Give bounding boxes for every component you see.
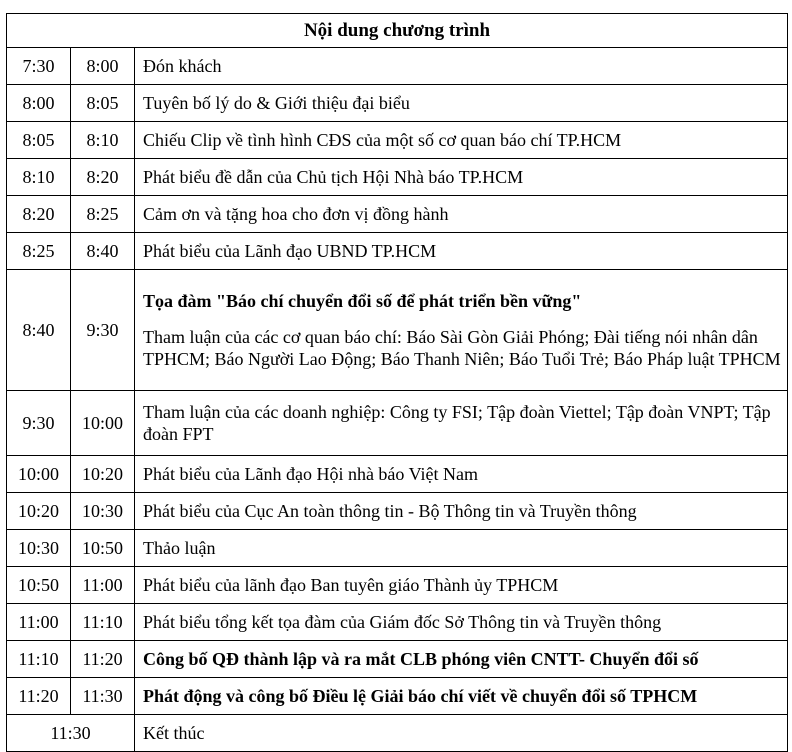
- end-time: 11:30: [71, 678, 135, 715]
- start-time: 7:30: [7, 48, 71, 85]
- program-item: Cảm ơn và tặng hoa cho đơn vị đồng hành: [135, 196, 788, 233]
- program-item: Thảo luận: [135, 530, 788, 567]
- end-time-single: 11:30: [7, 715, 135, 752]
- table-row: [7, 493, 788, 530]
- table-row: [7, 159, 788, 196]
- end-time: 10:00: [71, 391, 135, 456]
- program-item: Công bố QĐ thành lập và ra mắt CLB phóng viên CNTT- Chuyển đổi số: [135, 641, 788, 678]
- program-item: Phát biểu của Lãnh đạo UBND TP.HCM: [135, 233, 788, 270]
- program-item: Phát biểu tổng kết tọa đàm của Giám đốc Sở Thông tin và Truyền thông: [135, 604, 788, 641]
- table-row: [7, 456, 788, 493]
- end-time: 11:00: [71, 567, 135, 604]
- end-time: 8:40: [71, 233, 135, 270]
- start-time: 8:20: [7, 196, 71, 233]
- start-time: 8:00: [7, 85, 71, 122]
- start-time: 10:50: [7, 567, 71, 604]
- program-item: Đón khách: [135, 48, 788, 85]
- end-time: 10:50: [71, 530, 135, 567]
- end-time: 8:05: [71, 85, 135, 122]
- start-time: 10:00: [7, 456, 71, 493]
- start-time: 8:40: [7, 270, 71, 391]
- table-row: [7, 715, 788, 752]
- table-row: [7, 233, 788, 270]
- program-item: Kết thúc: [135, 715, 788, 752]
- end-time: 11:10: [71, 604, 135, 641]
- start-time: 9:30: [7, 391, 71, 456]
- end-time: 8:20: [71, 159, 135, 196]
- table-row: [7, 196, 788, 233]
- table-row: [7, 604, 788, 641]
- start-time: 8:25: [7, 233, 71, 270]
- start-time: 11:20: [7, 678, 71, 715]
- panel-description: Tham luận của các cơ quan báo chí: Báo Sài Gòn Giải Phóng; Đài tiếng nói nhân dân TPHCM; Báo Người Lao Động; Báo Thanh Niên; Báo Tuổi Trẻ; Báo Pháp luật TPHCM: [143, 327, 781, 369]
- table-row: [7, 567, 788, 604]
- start-time: 8:05: [7, 122, 71, 159]
- program-item: Phát biểu đề dẫn của Chủ tịch Hội Nhà báo TP.HCM: [135, 159, 788, 196]
- table-row: [7, 122, 788, 159]
- program-item: Tham luận của các doanh nghiệp: Công ty FSI; Tập đoàn Viettel; Tập đoàn VNPT; Tập đoàn FPT: [135, 391, 788, 456]
- table-title: Nội dung chương trình: [7, 14, 788, 48]
- end-time: 8:00: [71, 48, 135, 85]
- start-time: 10:30: [7, 530, 71, 567]
- program-item: Phát động và công bố Điều lệ Giải báo chí viết về chuyển đổi số TPHCM: [135, 678, 788, 715]
- start-time: 10:20: [7, 493, 71, 530]
- program-item: [135, 270, 788, 391]
- start-time: 11:10: [7, 641, 71, 678]
- program-item: Phát biểu của Lãnh đạo Hội nhà báo Việt Nam: [135, 456, 788, 493]
- end-time: 9:30: [71, 270, 135, 391]
- end-time: 10:20: [71, 456, 135, 493]
- program-item: Tuyên bố lý do & Giới thiệu đại biểu: [135, 85, 788, 122]
- end-time: 11:20: [71, 641, 135, 678]
- program-item: Phát biểu của lãnh đạo Ban tuyên giáo Thành ủy TPHCM: [135, 567, 788, 604]
- table-row: [7, 85, 788, 122]
- table-row: [7, 641, 788, 678]
- start-time: 11:00: [7, 604, 71, 641]
- table-header-row: [7, 14, 788, 48]
- start-time: 8:10: [7, 159, 71, 196]
- table-row: [7, 391, 788, 456]
- table-row: [7, 678, 788, 715]
- program-item: Chiếu Clip về tình hình CĐS của một số cơ quan báo chí TP.HCM: [135, 122, 788, 159]
- panel-heading: Tọa đàm "Báo chí chuyển đổi số để phát triển bền vững": [143, 291, 582, 311]
- table-row: [7, 48, 788, 85]
- table-row: [7, 270, 788, 391]
- end-time: 8:25: [71, 196, 135, 233]
- end-time: 8:10: [71, 122, 135, 159]
- program-item: Phát biểu của Cục An toàn thông tin - Bộ Thông tin và Truyền thông: [135, 493, 788, 530]
- program-table: [6, 13, 788, 752]
- table-row: [7, 530, 788, 567]
- end-time: 10:30: [71, 493, 135, 530]
